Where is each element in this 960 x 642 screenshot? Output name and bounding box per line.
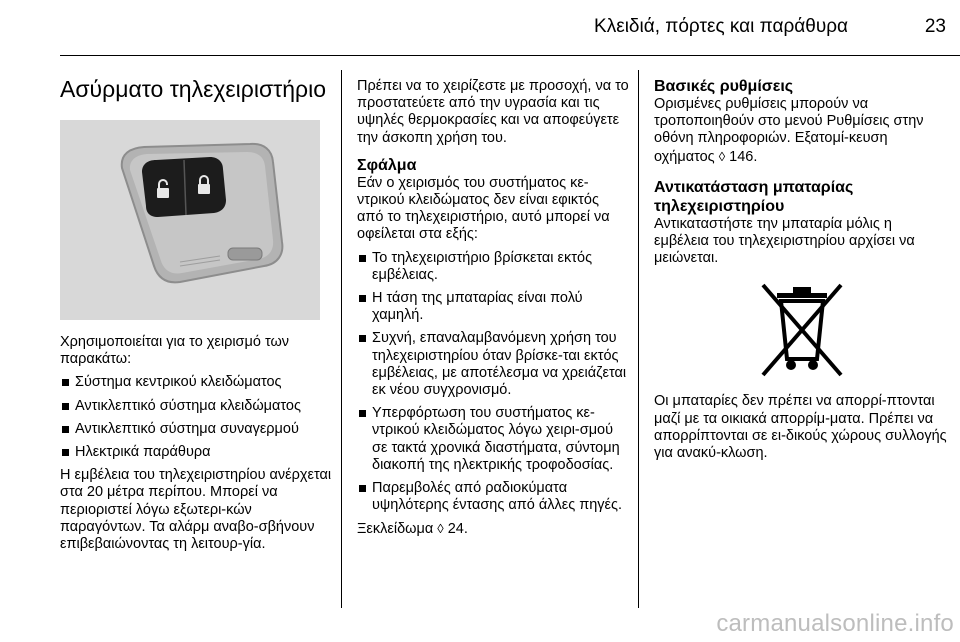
column-divider-right	[638, 70, 639, 608]
bullet-marker	[62, 403, 69, 410]
col1-paragraph: Η εμβέλεια του τηλεχειριστηρίου ανέρχεται στα 20 μέτρα περίπου. Μπορεί να περιοριστεί λόγω εξωτερι-κών παραγόντων. Τα αλάρμ αναβο-σβήνουν επιβεβαιώνοντας τη λειτουρ-γία.	[60, 467, 332, 553]
column-3-body	[654, 78, 950, 462]
column-divider-left	[341, 70, 342, 608]
fault-heading: Σφάλμα	[357, 156, 417, 174]
list-item-text: Η τάση της μπαταρίας είναι πολύ χαμηλή.	[372, 290, 583, 324]
list-item-text: Συχνή, επαναλαμβανόμενη χρήση του τηλεχειριστηρίου όταν βρίσκε-ται εκτός εμβέλειας, με αποτέλεσμα να χρειάζεται εκ νέου συγχρονισμό.	[372, 330, 627, 399]
col1-intro: Χρησιμοποιείται για το χειρισμό των παρακάτω:	[60, 334, 290, 368]
bullet-marker	[62, 449, 69, 456]
column-2-body	[357, 78, 629, 539]
fault-text: Εάν ο χειρισμός του συστήματος κε-ντρικού κλειδώματος δεν είναι εφικτός από το τηλεχειριστήριο, αυτό μπορεί να οφείλεται στα εξής:	[357, 174, 610, 243]
list-item-text: Αντικλεπτικό σύστημα κλειδώματος	[75, 397, 301, 414]
header-rule	[60, 55, 960, 56]
bullet-marker	[62, 379, 69, 386]
list-item-text: Υπερφόρτωση του συστήματος κε-ντρικού κλειδώματος λόγω χειρι-σμού σε τακτά χρονικά διαστήματα, σύντομη διακοπή της ηλεκτρικής τροφοδοσίας.	[372, 405, 620, 473]
basic-settings-text	[654, 96, 950, 166]
remote-key-image	[60, 120, 320, 320]
list-item	[357, 290, 629, 324]
column-1-body	[60, 334, 334, 553]
list-item	[357, 480, 629, 514]
list-item-text: Ηλεκτρικά παράθυρα	[75, 444, 211, 461]
list-item-text: Το τηλεχειριστήριο βρίσκεται εκτός εμβέλειας.	[372, 249, 593, 283]
basic-settings-body: Ορισμένες ρυθμίσεις μπορούν να τροποποιηθούν στο μενού Ρυθμίσεις στην οθόνη πληροφοριών. Εξατομί-κευση οχήματος	[654, 96, 924, 165]
list-item	[60, 398, 334, 415]
battery-heading: Αντικατάσταση μπαταρίας τηλεχειριστηρίου	[654, 178, 854, 215]
battery-text: Αντικαταστήστε την μπαταρία μόλις η εμβέλεια του τηλεχειριστηρίου αρχίσει να μειώνεται.	[654, 215, 915, 267]
bullet-marker	[359, 410, 366, 417]
bullet-marker	[62, 426, 69, 433]
fault-bullet-list	[357, 250, 629, 515]
watermark: carmanualsonline.info	[716, 610, 954, 637]
section-title: Ασύρματο τηλεχειριστήριο	[60, 76, 327, 102]
bullet-marker	[359, 335, 366, 342]
xref-page-link[interactable]: 24.	[447, 521, 468, 538]
col1-bullet-list	[60, 374, 334, 461]
crossed-out-bin-icon	[753, 277, 851, 381]
list-item-text: Αντικλεπτικό σύστημα συναγερμού	[75, 420, 299, 437]
chapter-title: Κλειδιά, πόρτες και παράθυρα	[594, 16, 848, 37]
xref-page-link[interactable]: 146.	[729, 148, 758, 165]
disposal-text: Οι μπαταρίες δεν πρέπει να απορρί-πτονται μαζί με τα οικιακά απορρίμ-ματα. Πρέπει να απορρίπτονται σε ει-δικούς χώρους συλλογής για ανακύ-κλωση.	[654, 393, 947, 462]
remote-key-illustration	[60, 120, 320, 320]
list-item	[357, 250, 629, 284]
bullet-marker	[359, 255, 366, 262]
list-item	[60, 444, 334, 461]
bullet-marker	[359, 485, 366, 492]
page-number: 23	[924, 16, 946, 37]
list-item-text: Σύστημα κεντρικού κλειδώματος	[75, 374, 282, 391]
col2-intro: Πρέπει να το χειρίζεστε με προσοχή, να το προστατεύετε από την υγρασία και τις υψηλές θερμοκρασίες και να αποφεύγετε την άσκοπη χρήση του.	[357, 78, 629, 146]
unlock-xref	[357, 520, 629, 538]
xref-arrow-icon: ◊	[718, 148, 726, 164]
xref-label: Ξεκλείδωμα	[357, 521, 434, 538]
list-item	[60, 421, 334, 438]
list-item	[60, 374, 334, 391]
bullet-marker	[359, 295, 366, 302]
basic-settings-heading: Βασικές ρυθμίσεις	[654, 78, 794, 95]
list-item-text: Παρεμβολές από ραδιοκύματα υψηλότερης έντασης από άλλες πηγές.	[372, 480, 623, 514]
list-item	[357, 330, 629, 399]
list-item	[357, 405, 629, 474]
xref-arrow-icon: ◊	[437, 521, 444, 537]
